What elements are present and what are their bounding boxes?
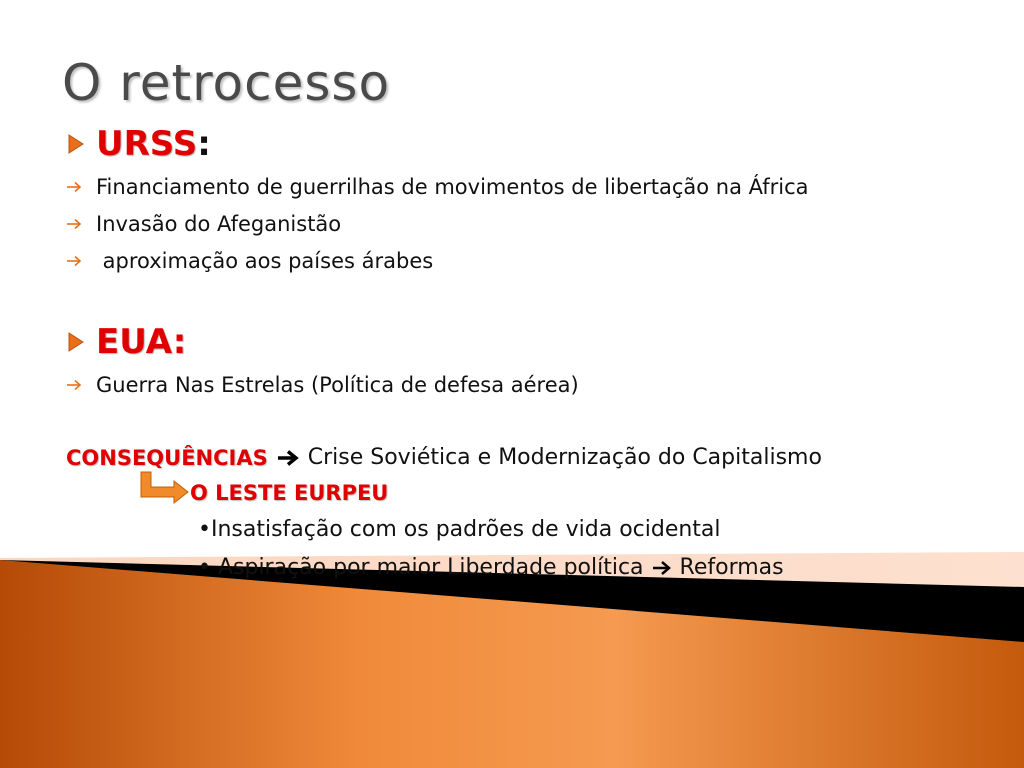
consequencias-line [66, 445, 822, 470]
arrow-right-icon [66, 379, 82, 391]
sub-bullet-text: •Insatisfação com os padrões de vida ocidental [198, 517, 721, 542]
heading-eua-label: EUA: [96, 322, 187, 362]
orange-triangle-icon [66, 132, 86, 156]
list-item [66, 175, 809, 199]
bold-arrow-right-icon [652, 560, 672, 576]
list-item [66, 249, 433, 273]
consequencias-text: Crise Soviética e Modernização do Capitalismo [307, 445, 822, 470]
sub-bullet-end-text: Reformas [679, 555, 784, 580]
list-item-text: Financiamento de guerrilhas de movimentos de libertação na África [96, 175, 809, 199]
list-item-text: Invasão do Afeganistão [96, 212, 342, 236]
orange-triangle-icon [66, 330, 86, 354]
sub-bullet [198, 517, 721, 542]
list-item [66, 212, 341, 236]
arrow-right-icon [66, 255, 82, 267]
leste-europeu-label: O LESTE EURPEU [190, 481, 389, 505]
heading-urss [66, 124, 211, 164]
heading-eua [66, 322, 186, 362]
slide-title: O retrocesso [62, 54, 391, 112]
arrow-right-icon [66, 181, 82, 193]
sub-bullet [198, 555, 784, 580]
bold-arrow-right-icon [276, 449, 300, 467]
heading-urss-label: URSS [96, 124, 198, 164]
heading-urss-colon: : [197, 124, 211, 164]
sub-bullet-text: • Aspiração por maior Liberdade política [198, 555, 644, 580]
arrow-right-icon [66, 218, 82, 230]
list-item-text: aproximação aos países árabes [96, 249, 434, 273]
list-item-text: Guerra Nas Estrelas (Política de defesa aérea) [96, 373, 579, 397]
list-item [66, 373, 579, 397]
consequencias-label: CONSEQUÊNCIAS [66, 445, 268, 470]
bent-arrow-icon [138, 470, 190, 506]
